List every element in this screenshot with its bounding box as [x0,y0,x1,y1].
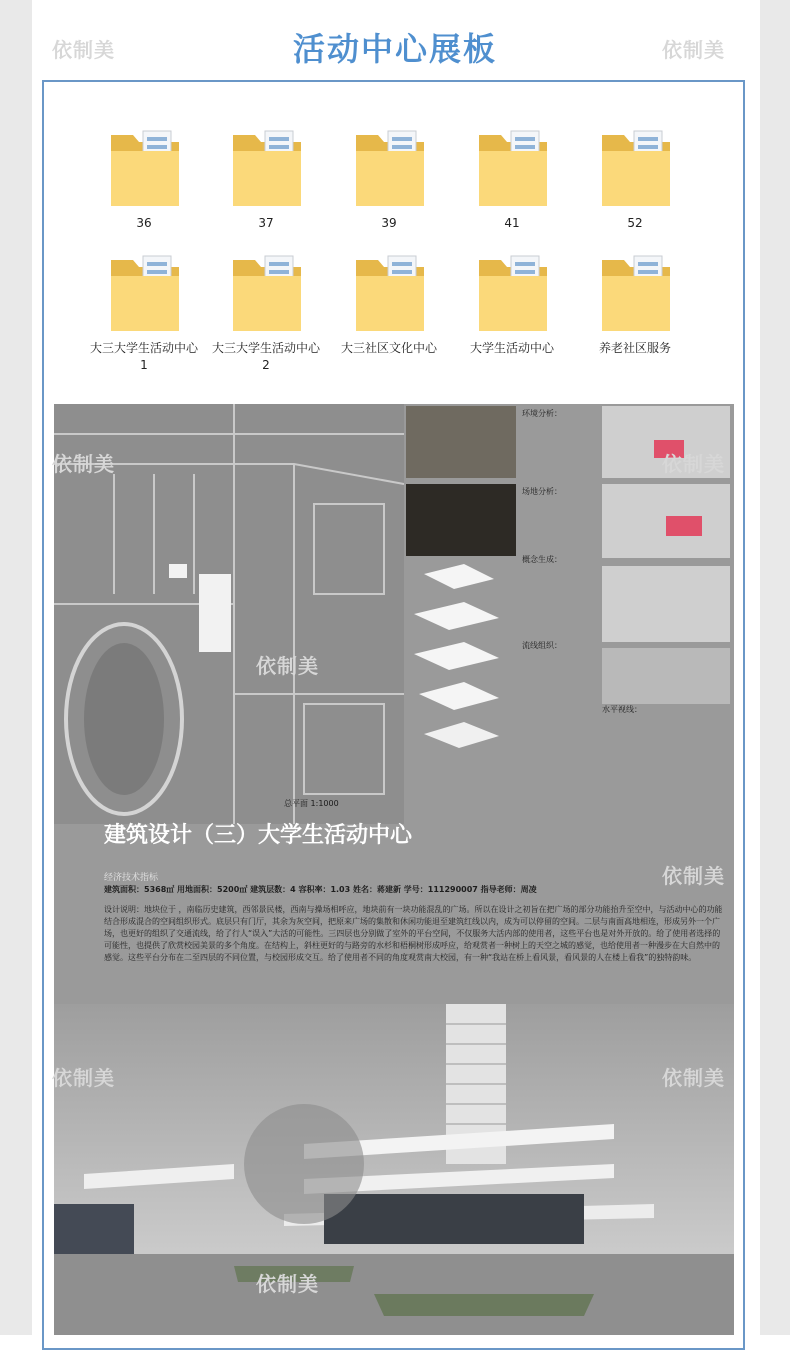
page-title: 活动中心展板 [292,30,497,68]
folder-icon [107,127,183,213]
board-title: 建筑设计（三）大学生活动中心 [104,823,413,848]
watermark: 依制美 [662,864,725,888]
folder-icon [352,127,428,213]
analysis-diagram [602,566,730,642]
analysis-label: 概念生成： [522,555,562,564]
analysis-label: 流线组织： [522,641,562,650]
watermark: 依制美 [662,452,725,476]
folder-icon [107,252,183,338]
analysis-label: 场地分析： [522,487,562,496]
analysis-diagram [602,648,730,704]
folder-label: 大三大学生活动中心2 [211,341,320,372]
folder-label: 大三大学生活动中心1 [89,341,198,372]
folder-icon [475,252,551,338]
board-preview [54,404,734,1335]
folder-label: 36 [136,216,152,230]
spec-heading: 经济技术指标 [104,873,159,883]
folder-icon [229,252,305,338]
highlight-block [666,516,702,536]
analysis-label: 环境分析： [522,409,562,418]
folder-label: 41 [504,216,520,230]
folder-icon [598,252,674,338]
concept-diagrams [404,554,514,754]
folder-icon [475,127,551,213]
analysis-label: 水平视线： [602,705,642,714]
watermark: 依制美 [52,452,115,476]
watermark: 依制美 [662,1066,725,1090]
watermark: 依制美 [52,1066,115,1090]
folder-label: 养老社区服务 [598,341,671,355]
folder-label: 37 [258,216,274,230]
watermark: 依制美 [256,1272,319,1296]
folder-label: 大学生活动中心 [469,341,554,355]
folder-icon [352,252,428,338]
model-photo [406,406,516,478]
design-description: 设计说明：地块位于 ，南临历史建筑，西邻景民楼，西南与操场相呼应，地块前有一块功能混乱的广场。所以在设计之初旨在把广场的部分功能抬升至空中，与活动中心的功能结合形成混合的空间组织形式。底层只有门厅，其余为灰空间，把原来广场的集散和休闲功能退至建筑红线以内，成为可以停留的空间。二层与南面高地相连，形成另外一个广场，也更好的组织了交通流线，给了行人“误入”大活的可能性。三四层也分别做了室外的平台空间，不仅服务大活内部的使用者，这些平台也是对外开放的。给了使用者选择的可能性，也提供了欣赏校园美景的多个角度。在结构上，斜柱更好的与路旁的水杉和梧桐树形成呼应，给观赏者一种树上的天空之城的感觉，也给使用者一种漫步在大自然中的感觉。这些平台分布在二至四层的不同位置，与校园形成交互。给了使用者不同的角度观赏南大校园，有一种“我站在桥上看风景，看风景的人在楼上看我”的独特韵味。 [104,905,723,962]
watermark: 依制美 [256,654,319,678]
watermark: 依制美 [52,38,115,62]
spec-line: 建筑面积：5368㎡ 用地面积：5200㎡ 建筑层数：4 容积率：1.03 姓名：蒋建新 学号：111290007 指导老师：周凌 [104,885,537,894]
folder-label: 52 [627,216,643,230]
right-margin [760,0,790,1335]
perspective-render [54,1004,734,1335]
folder-icon [598,127,674,213]
left-margin [0,0,32,1335]
folder-label: 39 [381,216,397,230]
folder-label: 大三社区文化中心 [340,341,437,355]
map-caption: 总平面 1:1000 [284,799,339,808]
folder-icon [229,127,305,213]
watermark: 依制美 [662,38,725,62]
model-photo [406,484,516,556]
